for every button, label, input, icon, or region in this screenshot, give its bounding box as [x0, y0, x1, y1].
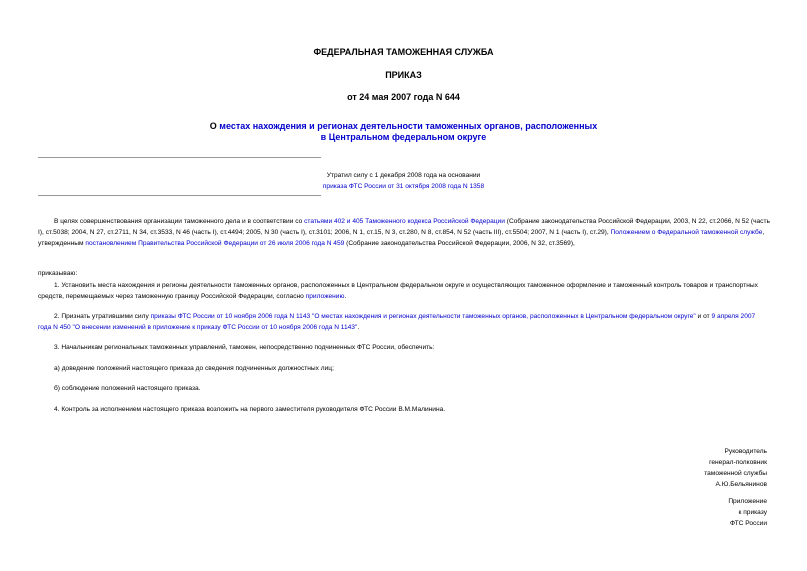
government-decree-link[interactable]: постановлением Правительства Российской Федерации от 26 июля 2006 года N 459 — [85, 240, 345, 247]
order-item-1: 1. Установить места нахождения и регионы деятельности таможенных органов, расположенных в Центральном федеральном округе и осуществляющих таможенное оформление и таможенный контроль товаров и транспортных средств, перемещаемых через таможенную границу Российской Федерации, согласно приложению. — [38, 282, 758, 300]
signature-rank: генерал-полковник — [709, 459, 767, 466]
preamble-text: В целях совершенствования организации таможенного дела и в соответствии со — [54, 218, 305, 225]
signature-service: таможенной службы — [704, 470, 767, 477]
bottom-divider — [38, 195, 321, 196]
order-item-3b: б) соблюдение положений настоящего приказа. — [54, 385, 201, 392]
preamble-text: (Собрание законодательства Российской Федерации, 2006, N 32, ст.3569), — [344, 240, 575, 247]
status-link[interactable]: приказа ФТС России от 31 октября 2008 года N 1358 — [322, 183, 485, 190]
doc-type-heading: ПРИКАЗ — [385, 70, 422, 80]
order-item-2: 2. Признать утратившими силу приказы ФТС России от 10 ноября 2006 года N 1143 "О местах нахождения и регионах деятельности таможенных органов, расположенных в Центральном федеральном округе" и от 9 апреля 2007 года N 450 "О внесении изменений в приложение к приказу ФТС России от 10 ноября 2006 года N 1143". — [38, 313, 756, 331]
document-title — [0, 121, 807, 143]
appendix-ref: к приказу — [738, 509, 767, 516]
appendix-agency: ФТС России — [730, 520, 767, 527]
signature-name: А.Ю.Бельянинов — [715, 481, 767, 488]
date-heading: от 24 мая 2007 года N 644 — [347, 92, 460, 102]
status-text: Утратил силу с 1 декабря 2008 года на основании — [326, 172, 481, 179]
signature-block — [704, 446, 767, 490]
preamble-text: (Собрание законодательства Российской Федерации, 2003, N 22, ст.2066, N 52 (часть I), ст.5038; 2004, N 27, ст.2711, N 34, ст.3533, N 46 (часть I), ст.4494; 2005, N 30 (часть I), ст.3101; 2006, N 1, ст.15, N 3, ст.280, N 8, ст.854, N 52 (часть III), ст.5504; 2007, N 1 (часть I), ст.29), — [38, 218, 770, 236]
status-note — [0, 170, 807, 192]
preamble-paragraph — [38, 216, 770, 249]
top-divider — [38, 157, 321, 158]
tk-articles-link[interactable]: статьями 402 и 405 Таможенного кодекса Российской Федерации — [304, 218, 505, 225]
fts-regulation-link[interactable]: Положением о Федеральной таможенной службе — [610, 229, 763, 236]
order-1143-link[interactable]: приказы ФТС России от 10 ноября 2006 года N 1143 "О местах нахождения и регионах деятельности таможенных органов, расположенных в Центральном федеральном округе" — [150, 313, 696, 320]
agency-heading: ФЕДЕРАЛЬНАЯ ТАМОЖЕННАЯ СЛУЖБА — [313, 47, 494, 57]
order-item-3a: а) доведение положений настоящего приказа до сведения подчиненных должностных лиц; — [54, 365, 334, 372]
title-link[interactable]: местах нахождения и регионах деятельности таможенных органов, расположенных в Центральном федеральном округе — [219, 121, 598, 142]
signature-position: Руководитель — [724, 448, 767, 455]
order-intro: приказываю: — [38, 270, 78, 277]
order-item-3: 3. Начальникам региональных таможенных управлений, таможен, непосредственно подчиненных ФТС России, обеспечить: — [54, 344, 435, 351]
preamble-text: , утвержденным — [38, 229, 765, 247]
order-450-link[interactable]: 9 апреля 2007 года N 450 "О внесении изменений в приложение к приказу ФТС России от 10 ноября 2006 года N 1143" — [38, 313, 756, 331]
appendix-title: Приложение — [728, 498, 767, 505]
appendix-block — [728, 496, 767, 529]
order-item-4: 4. Контроль за исполнением настоящего приказа возложить на первого заместителя руководителя ФТС России В.М.Малинина. — [54, 406, 446, 413]
title-prefix: О — [209, 121, 220, 131]
appendix-link[interactable]: приложению — [305, 293, 345, 300]
